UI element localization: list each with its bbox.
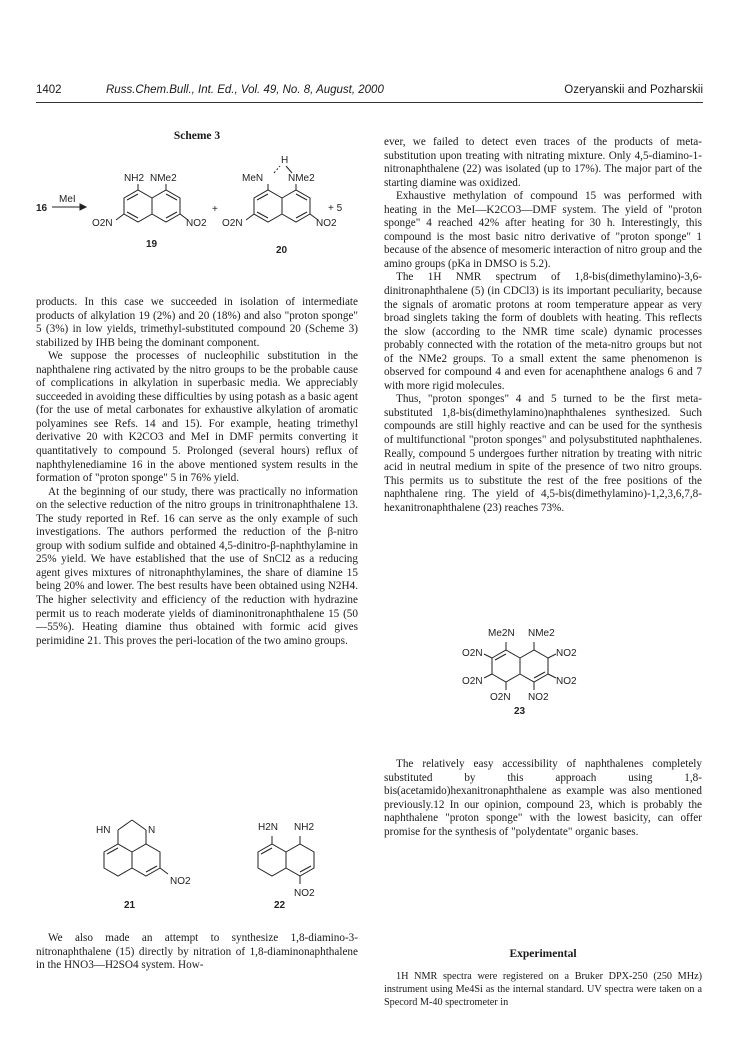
- paragraph: The relatively easy accessibility of naphthalenes completely substituted by this approach using 1,8-bis(acetamido)hexanitronaphthalene as example was also mentioned previously.12 In our opinion, compound 23, which is probably the naphthalene "proton sponge" with the lowest basicity, can offer promise for the synthesis of "polydentate" organic bases.: [384, 758, 702, 838]
- paragraph: 1H NMR spectra were registered on a Bruker DPX-250 (250 MHz) instrument using Me4Si as the internal standard. UV spectra were taken on a Specord M-40 spectrometer in: [384, 971, 702, 1008]
- c23-sub8: NO2: [528, 692, 549, 703]
- experimental-text: [384, 970, 702, 1009]
- page-number: 1402: [36, 84, 62, 96]
- scheme-3-figure: [36, 150, 358, 280]
- c20-h: H: [281, 155, 289, 166]
- c20-sub1: MeN: [242, 173, 264, 184]
- c19-sub2: NMe2: [150, 173, 177, 184]
- c22-sub1: H2N: [258, 822, 279, 833]
- left-bottom-text: [36, 932, 358, 973]
- c21-label: 21: [124, 900, 136, 911]
- c20-sub3: O2N: [222, 218, 243, 229]
- compounds-21-22-figure: [36, 808, 358, 918]
- c20-label: 20: [276, 245, 288, 256]
- c20-sub2: NMe2: [288, 173, 315, 184]
- page-header: [36, 84, 703, 102]
- c23-sub1: Me2N: [488, 628, 515, 639]
- plus-5: + 5: [328, 203, 343, 214]
- c21-sub2: N: [148, 825, 156, 836]
- c20-sub4: NO2: [316, 218, 337, 229]
- c22-sub3: NO2: [294, 888, 315, 899]
- reagent-label: MeI: [59, 194, 76, 205]
- c23-sub7: O2N: [490, 692, 511, 703]
- paragraph: We also made an attempt to synthesize 1,8-diamino-3-nitronaphthalene (15) directly by nitration of 1,8-diaminonaphthalene in the HNO3—H2SO4 system. How-: [36, 932, 358, 972]
- right-column-text: [384, 136, 702, 515]
- c23-sub3: O2N: [462, 648, 483, 659]
- c19-sub1: NH2: [124, 173, 145, 184]
- reactant-label: 16: [36, 203, 48, 214]
- journal-citation: Russ.Chem.Bull., Int. Ed., Vol. 49, No. 8, August, 2000: [106, 84, 384, 96]
- paragraph: Exhaustive methylation of compound 15 was performed with heating in the MeI—K2CO3—DMF system. The yield of "proton sponge" 4 reached 42% after heating for 30 h. Interestingly, this compound is the most basic nitro derivative of "proton sponge" 1 because of the absence of mesomeric interaction of nitro group and the amino groups (pKa in DMSO is 5.2).: [384, 190, 702, 270]
- c23-label: 23: [514, 706, 526, 717]
- paragraph: ever, we failed to detect even traces of the products of meta-substitution upon treating with nitrating mixture. Only 4,5-diamino-1-nitronaphthalene (22) was isolated (up to 17%). The major part of the starting diamine was oxidized.: [384, 136, 702, 189]
- c19-sub3: O2N: [92, 218, 113, 229]
- section-title-experimental: Experimental: [509, 948, 577, 960]
- c23-sub5: O2N: [462, 676, 483, 687]
- c23-sub6: NO2: [556, 676, 577, 687]
- left-column-text: [36, 296, 358, 648]
- paragraph: At the beginning of our study, there was practically no information on the selective reduction of the nitro groups in trinitronaphthalene 13. The study reported in Ref. 16 can serve as the only example of such investigations. The authors performed the reduction of the β-nitro group with sodium sulfide and obtained 4,5-dinitro-β-naphthylamine in 25% yield. We have established that the use of SnCl2 as a reducing agent gives mixtures of nitronaphthylamines, the share of diamine 15 being 20% and lower. The best results have been obtained using N2H4. The higher selectivity and efficiency of the reduction with hydrazine permit us to reach moderate yields of diaminonitronaphthalene 15 (50—55%). Heating diamine thus obtained with formic acid gives perimidine 21. This proves the peri-location of the two amino groups.: [36, 485, 358, 647]
- header-rule: [36, 102, 703, 103]
- paragraph: Thus, "proton sponges" 4 and 5 turned to be the first meta-substituted 1,8-bis(dimethylamino)naphthalenes synthesized. Such compounds are still highly reactive and can be used for the synthesis of multifunctional "proton sponges" and polysubstituted naphthalenes. Really, compound 5 undergoes further nitration by treating with nitric acid in neutral medium in spite of the presence of two nitro groups. This permits us to substitute the rest of the free positions of the naphthalene ring. The yield of 4,5-bis(dimethylamino)-1,2,3,6,7,8-hexanitronaphthalene (23) reaches 73%.: [384, 393, 702, 514]
- paragraph: We suppose the processes of nucleophilic substitution in the naphthalene ring activated by the nitro groups to be the probable cause of complications in alkylation in superbasic media. We appreciably succeeded in avoiding these difficulties by using potash as a basic agent (for the use of metal carbonates for exhaustive alkylation of aromatic polyamines see Refs. 14 and 15). For example, heating trimethyl derivative 20 with K2CO3 and MeI in DMF permits converting it quantitatively to compound 5. Prolonged (several hours) reflux of naphthylenediamine 16 in the above mentioned system results in the formation of "proton sponge" 5 in 76% yield.: [36, 350, 358, 485]
- compound-23-figure: [384, 620, 702, 720]
- paragraph: products. In this case we succeeded in isolation of intermediate products of alkylation 19 (2%) and 20 (18%) and also "proton sponge" 5 (3%) in low yields, trimethyl-substituted compound 20 (Scheme 3) stabilized by IHB being the dominant component.: [36, 296, 358, 349]
- c19-sub4: NO2: [186, 218, 207, 229]
- c23-sub2: NMe2: [528, 628, 555, 639]
- c19-label: 19: [146, 239, 158, 250]
- scheme-title: Scheme 3: [173, 130, 221, 142]
- c21-sub3: NO2: [170, 876, 191, 887]
- running-authors: Ozeryanskii and Pozharskii: [564, 84, 703, 96]
- c21-sub1: HN: [96, 825, 111, 836]
- c22-label: 22: [274, 900, 286, 911]
- c22-sub2: NH2: [294, 822, 315, 833]
- right-bottom-text: [384, 758, 702, 839]
- plus-sign: +: [212, 204, 218, 215]
- paragraph: The 1H NMR spectrum of 1,8-bis(dimethylamino)-3,6-dinitronaphthalene (5) (in CDCl3) is its important peculiarity, because the signals of aromatic protons at room temperature appear as very broad singlets taking the form of doublets with heating. This reflects the slow (according to the NMR time scale) dynamic processes probably connected with the rotation of the meta-nitro groups but not of the NMe2 groups. To a small extent the same phenomenon is observed for compound 4 and even for acenaphthene analogs 6 and 7 with more rigid molecules.: [384, 271, 702, 392]
- c23-sub4: NO2: [556, 648, 577, 659]
